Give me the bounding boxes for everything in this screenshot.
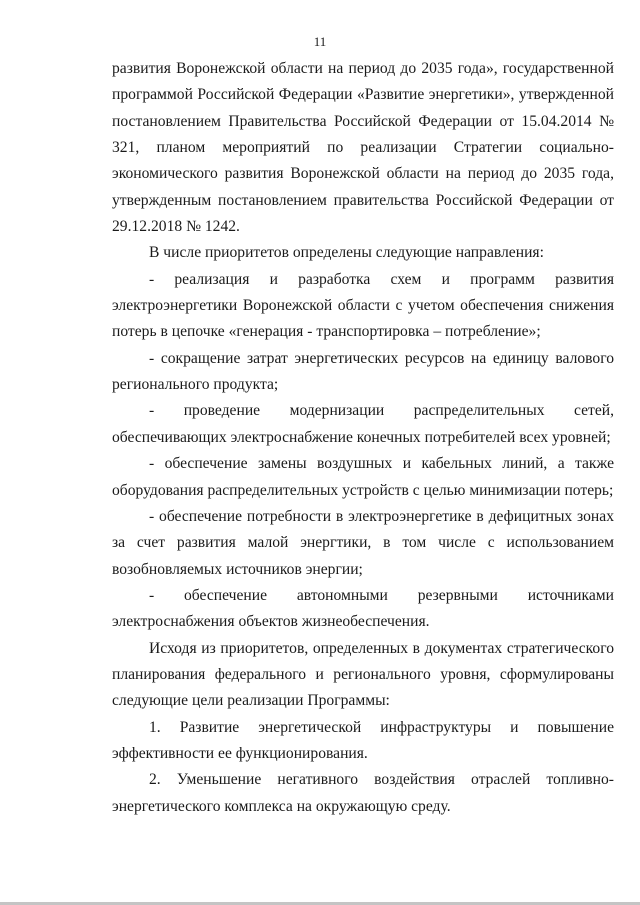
priority-item-resource-costs: - сокращение затрат энергетических ресурсов на единицу валового регионального продукта; bbox=[112, 349, 614, 394]
paragraph-program-goals-intro: Исходя из приоритетов, определенных в документах стратегического планирования федерального и регионального уровня, сформулированы следующие цели реализации Программы: bbox=[112, 639, 614, 710]
page-number: 11 bbox=[313, 34, 327, 49]
priority-item-deficit-zones: - обеспечение потребности в электроэнергетике в дефицитных зонах за счет развития малой энергтики, в том числе с использованием возобновляемых источников энергии; bbox=[112, 507, 614, 578]
priority-item-schemes: - реализация и разработка схем и программ развития электроэнергетики Воронежской области с учетом обеспечения снижения потерь в цепочке «генерация - транспортировка – потребление»; bbox=[112, 270, 614, 341]
priority-item-autonomous-sources: - обеспечение автономными резервными источниками электроснабжения объектов жизнеобеспечения. bbox=[112, 586, 614, 631]
paragraph-priorities-intro: В числе приоритетов определены следующие направления: bbox=[149, 244, 544, 262]
document-body bbox=[112, 56, 614, 820]
priority-item-line-replacement: - обеспечение замены воздушных и кабельных линий, а также оборудования распределительных устройств с целью минимизации потерь; bbox=[112, 455, 614, 499]
goal-item-1: 1. Развитие энергетической инфраструктуры и повышение эффективности ее функционирования. bbox=[112, 718, 614, 762]
paragraph-strategy-references: развития Воронежской области на период до 2035 года», государственной программой Российской Федерации «Развитие энергетики», утвержденной постановлением Правительства Российской Федерации от 15.04.2014 № 321, планом мероприятий по реализации Стратегии социально-экономического развития Воронежской области на период до 2035 года, утвержденным постановлением правительства Российской Федерации от 29.12.2018 № 1242. bbox=[112, 60, 614, 236]
goal-item-2: 2. Уменьшение негативного воздействия отраслей топливно-энергетического комплекса на окружающую среду. bbox=[112, 771, 614, 815]
priority-item-modernization: - проведение модернизации распределительных сетей, обеспечивающих электроснабжение конечных потребителей всех уровней; bbox=[112, 402, 614, 446]
